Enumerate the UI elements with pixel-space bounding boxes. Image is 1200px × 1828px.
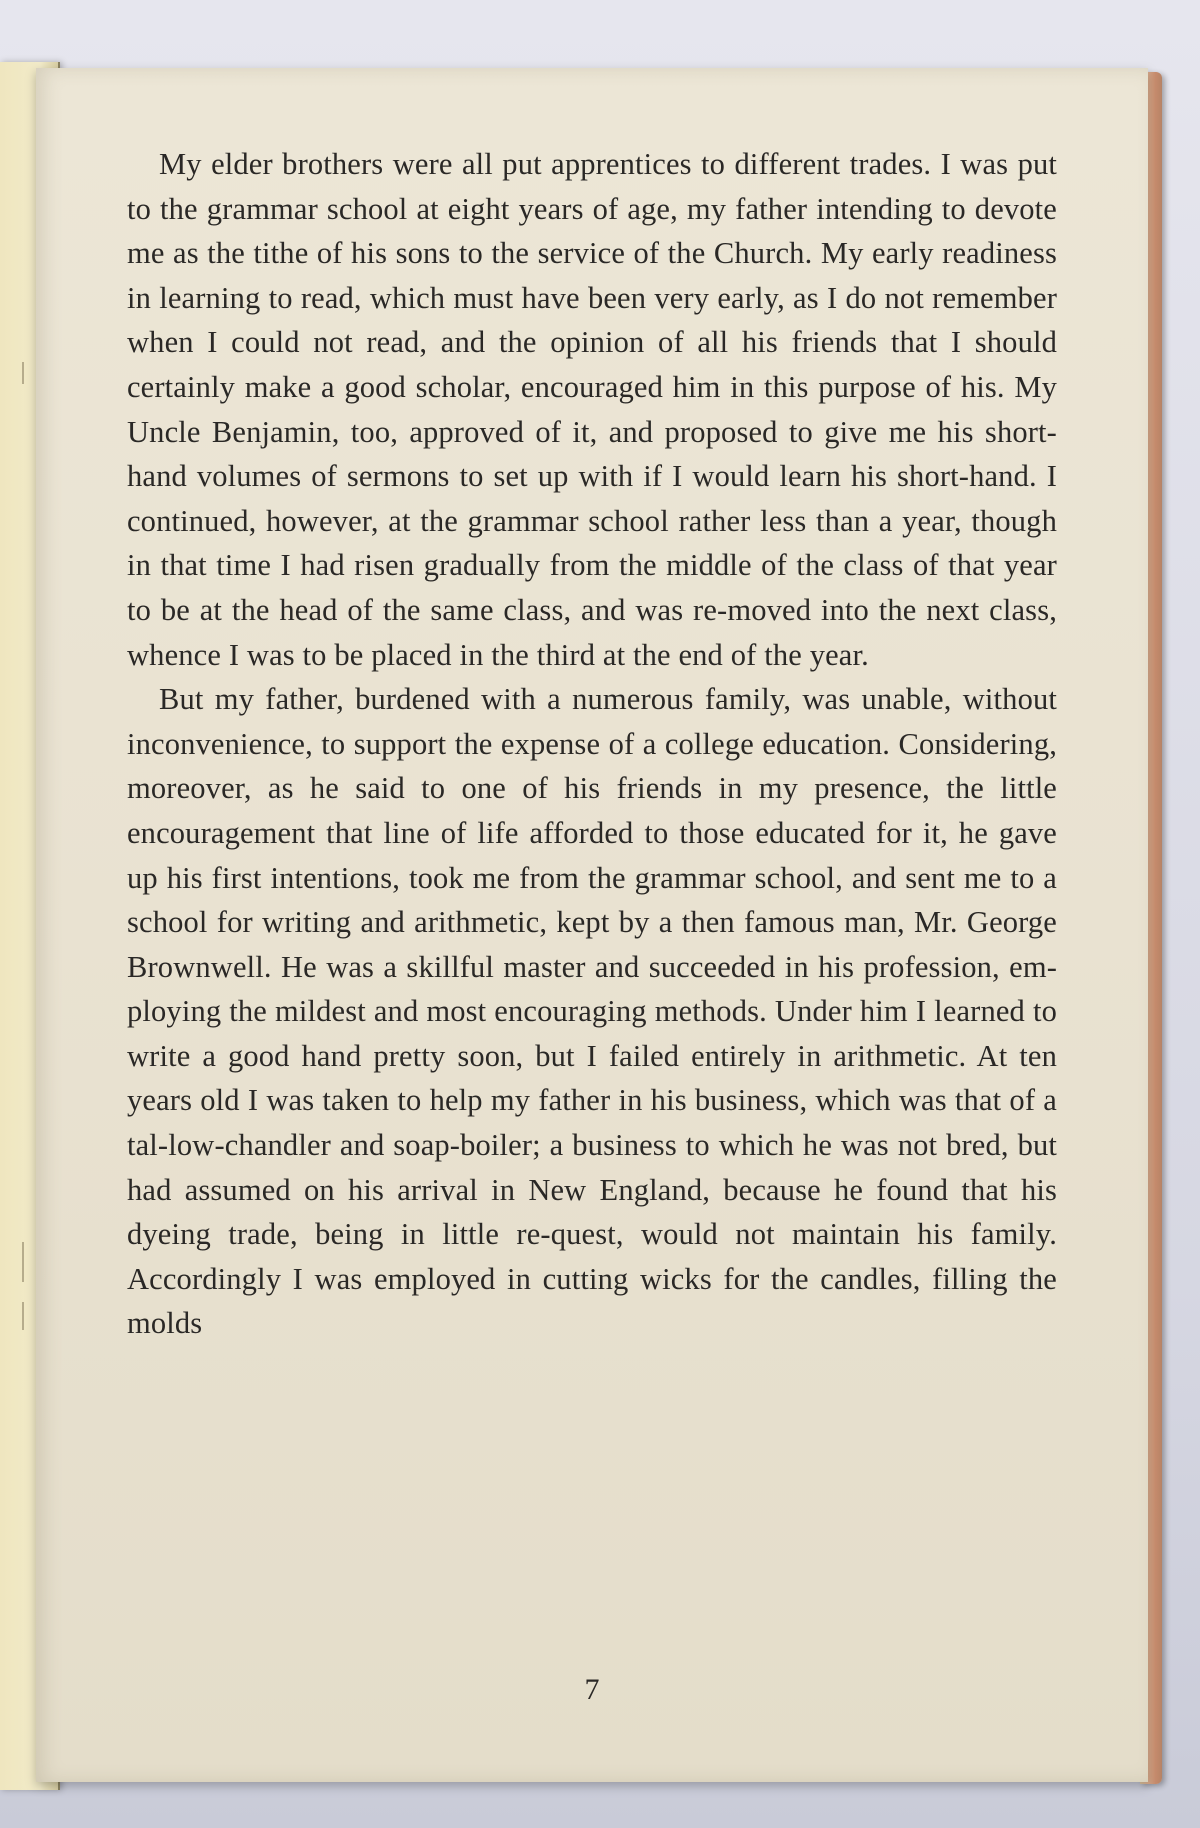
book-page	[36, 68, 1148, 1782]
paragraph-2: But my father, burdened with a numerous family, was unable, without inconvenience, to support the expense of a college education. Considering, moreover, as he said to one of his friends in my presence, the little encouragement that line of life afforded to those educated for it, he gave up his first intentions, took me from the grammar school, and sent me to a school for writing and arithmetic, kept by a then famous man, Mr. George Brownwell. He was a skillful master and succeeded in his profession, em-ploying the mildest and most encouraging methods. Under him I learned to write a good hand pretty soon, but I failed entirely in arithmetic. At ten years old I was taken to help my father in his business, which was that of a tal-low-chandler and soap-boiler; a business to which he was not bred, but had assumed on his arrival in New England, because he found that his dyeing trade, being in little re-quest, would not maintain his family. Accordingly I was employed in cutting wicks for the candles, filling the molds	[127, 682, 1057, 1341]
page-number: 7	[584, 1673, 600, 1706]
margin-mark	[22, 1302, 24, 1330]
margin-mark	[22, 1242, 24, 1282]
body-text	[127, 142, 1057, 1346]
margin-mark	[22, 362, 24, 384]
paragraph-1: My elder brothers were all put apprentices to different trades. I was put to the grammar school at eight years of age, my father intending to devote me as the tithe of his sons to the service of the Church. My early readiness in learning to read, which must have been very early, as I do not remember when I could not read, and the opinion of all his friends that I should certainly make a good scholar, encouraged him in this purpose of his. My Uncle Benjamin, too, approved of it, and proposed to give me his short-hand volumes of sermons to set up with if I would learn his short-hand. I continued, however, at the grammar school rather less than a year, though in that time I had risen gradually from the middle of the class of that year to be at the head of the same class, and was re-moved into the next class, whence I was to be placed in the third at the end of the year.	[127, 147, 1057, 672]
